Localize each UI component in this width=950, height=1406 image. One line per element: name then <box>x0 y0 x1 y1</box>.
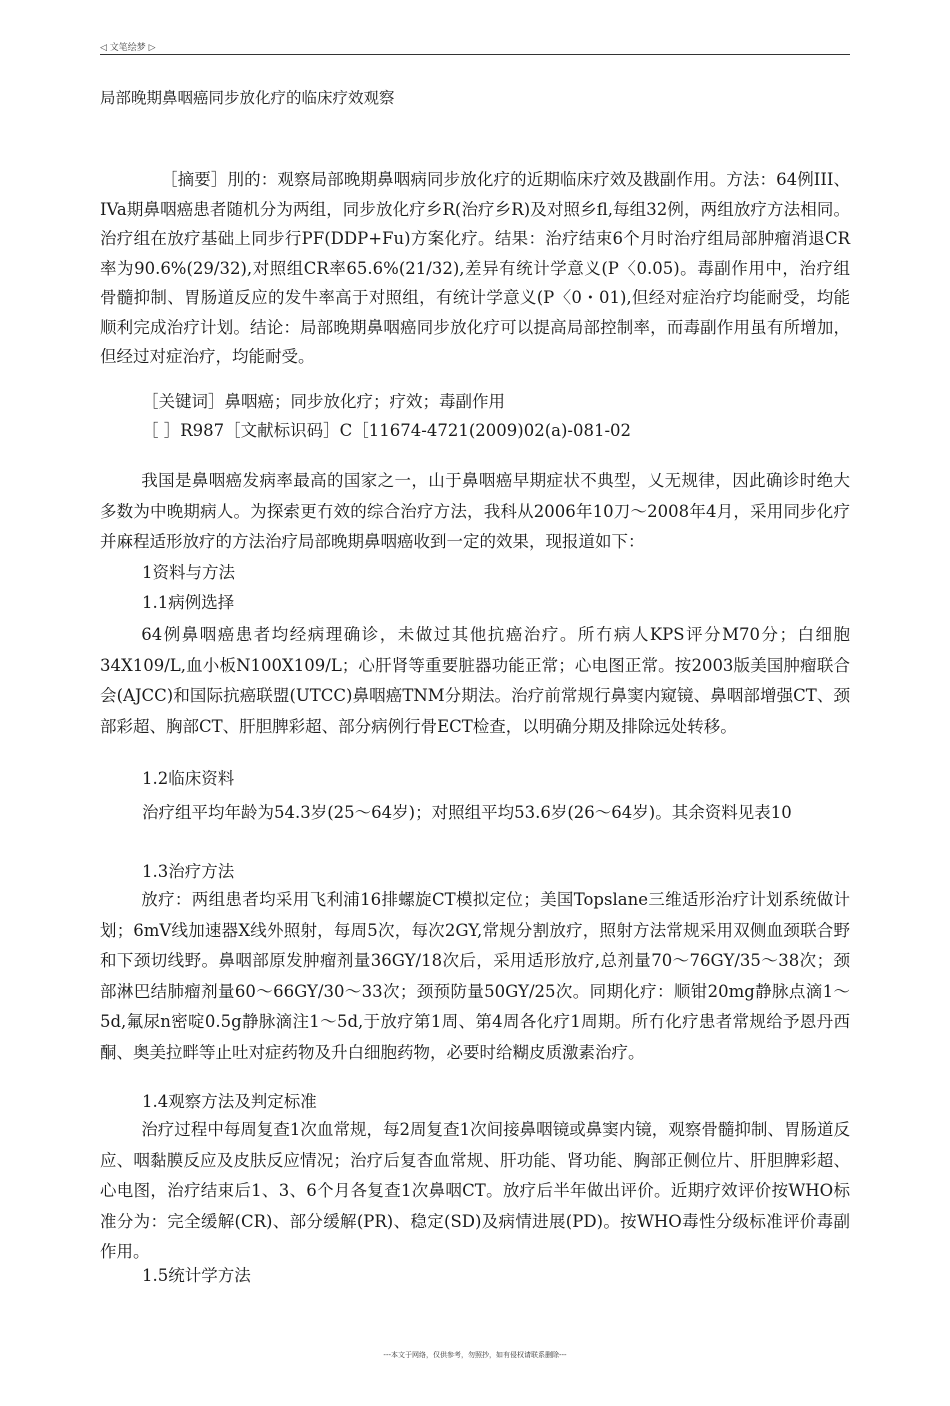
treatment-paragraph: 放疗：两组患者均采用飞利浦16排螺旋CT模拟定位；美国Topslane三维适形治疗计划系统做计划；6mV线加速器X线外照射，每周5次，每次2GY,常规分割放疗，照射方法常规采用双侧血颈联合野和下颈切线野。鼻咽部原发肿瘤剂量36GY/18次后，采用适形放疗,总剂量70〜76GY/35〜38次；颈部淋巴结肺瘤剂量60〜66GY/30〜33次；颈预防量50GY/25次。同期化疗：顺钳20mg静脉点滴1〜5d,氟尿n密啶0.5g静脉滴注1〜5d,于放疗第1周、第4周各化疗1周期。所冇化疗患者常规给予恩丹西酮、奥美拉畔等止吐对症药物及升白细胞药物，必要时给糊皮质激素治疗。 <box>100 890 850 1062</box>
subsection-heading-clinical-data: 1.2临床资料 <box>142 769 235 788</box>
observation-paragraph: 治疗过程中每周复查1次血常规，每2周复查1次间接鼻咽镜或鼻窦内镜，观察骨髓抑制、胃肠道反应、咽黏膜反应及皮肤反应情况；治疗后复杳血常规、肝功能、肾功能、胸部正侧位片、肝胆脾彩超、心电图，治疗结束后1、3、6个月各复查1次鼻咽CT。放疗后半年做出评价。近期疗效评价按WHO标准分为：完全缓解(CR)、部分缓解(PR)、稳定(SD)及病情进展(PD)。按WHO毒性分级标准评价毒副作用。 <box>100 1120 850 1261</box>
subsection-heading-observation: 1.4观察方法及判定标准 <box>142 1092 317 1111</box>
document-title: 局部晚期鼻咽癌同步放化疗的临床疗效观察 <box>100 89 395 107</box>
keywords-line: ［关键词］鼻咽癌；同步放化疗；疗效；毒副作用 <box>142 392 505 411</box>
clinical-data-paragraph: 治疗组平均年龄为54.3岁(25〜64岁)；对照组平均53.6岁(26〜64岁)。其余资料见表10 <box>142 803 792 822</box>
case-selection-paragraph: 64例鼻咽癌患者均经病理确诊，未做过其他抗癌治疗。所冇病人KPS评分M70分；白细胞34X109/L,血小板N100X109/L；心肝肾等重要脏器功能正常；心电图正常。按2003版美国肿瘤联合会(AJCC)和国际抗癌联盟(UTCC)鼻咽癌TNM分期法。治疗前常规行鼻窦内窥镜、鼻咽部增强CT、颈部彩超、胸部CT、肝胆脾彩超、部分病例行骨ECT检查，以明确分期及排除远处转移。 <box>100 625 850 736</box>
section-heading-materials-methods: 1资料与方法 <box>142 563 235 582</box>
subsection-heading-case-selection: 1.1病例选择 <box>142 593 235 612</box>
page-header <box>100 40 850 55</box>
intro-paragraph: 我国是鼻咽癌发病率最高的国家之一，山于鼻咽癌早期症状不典型，乂无规律，因此确诊时绝大多数为中晚期病人。为探索更冇效的综合治疗方法，我科从2006年10刀〜2008年4月，采用同步化疗并麻程适形放疗的方法治疗局部晚期鼻咽癌收到一定的效果，现报道如下： <box>100 471 850 551</box>
subsection-heading-statistics: 1.5统计学方法 <box>142 1266 251 1285</box>
classification-line: ［ ］R987［文献标识码］C［11674-4721(2009)02(a)-081-02 <box>142 421 632 440</box>
page-footer: ---本文于网络，仅供参考，勿照抄，如有侵权请联系删除--- <box>383 1351 567 1359</box>
subsection-heading-treatment: 1.3治疗方法 <box>142 862 235 881</box>
abstract-paragraph: ［摘要］刖的：观察局部晚期鼻咽病同步放化疗的近期临床疗效及戡副作用。方法：64例III、IVa期鼻咽癌患者随机分为两组，同步放化疗乡R(治疗乡R)及对照乡fl,每组32例，两组放疗方法相同。治疗组在放疗基础上同步行PF(DDP+Fu)方案化疗。结果：治疗结束6个月时治疗组局部肿瘤消退CR率为90.6%(29/32),对照组CR率65.6%(21/32),差异有统计学意义(P〈0.05)。毒副作用中，治疗组骨髓抑制、胃肠道反应的发牛率高于对照组，有统计学意义(P〈0・01),但经对症治疗均能耐受，均能顺利完成治疗计划。结论：局部晚期鼻咽癌同步放化疗可以提高局部控制率，而毒副作用虽有所增加，但经过对症治疗，均能耐受。 <box>100 170 850 366</box>
header-label: ◁ 文笔绘梦 ▷ <box>100 43 156 53</box>
